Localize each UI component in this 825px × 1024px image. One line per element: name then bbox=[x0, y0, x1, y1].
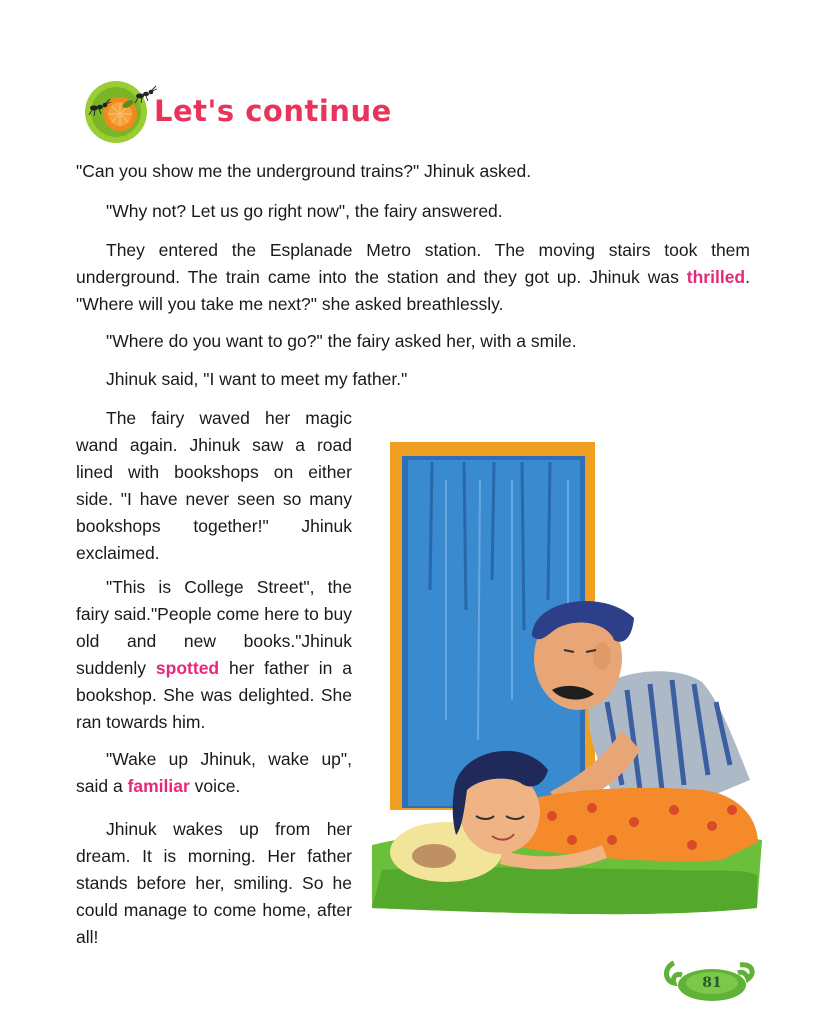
paragraph: "Why not? Let us go right now", the fairy answered. bbox=[106, 201, 503, 221]
vocabulary-word: familiar bbox=[127, 776, 190, 796]
vocabulary-word: thrilled bbox=[686, 267, 746, 287]
paragraph: Jhinuk wakes up from her dream. It is morning. Her father stands before her, smiling. So he could manage to come home, after all! bbox=[76, 819, 352, 947]
paragraph: "This is College Street", the fairy said."People come here to buy old and new books."Jhinuk suddenly spotted her father in a bookshop. She was delighted. She ran towards him. bbox=[76, 577, 352, 732]
paragraph: The fairy waved her magic wand again. Jhinuk saw a road lined with bookshops on either side. "I have never seen so many bookshops together!" Jhinuk exclaimed. bbox=[76, 408, 352, 563]
paragraph: Jhinuk said, "I want to meet my father." bbox=[106, 369, 408, 389]
father-waking-daughter-illustration bbox=[372, 440, 762, 932]
heading-title: Let's continue bbox=[154, 94, 392, 128]
paragraph: "Wake up Jhinuk, wake up", said a familiar voice. bbox=[76, 749, 352, 796]
page-number: 81 bbox=[702, 975, 722, 991]
paragraph: "Can you show me the underground trains?" Jhinuk asked. bbox=[76, 161, 532, 181]
orange-fruit-with-ants-icon bbox=[80, 74, 160, 154]
vocabulary-word: spotted bbox=[155, 658, 220, 678]
section-heading bbox=[80, 74, 400, 154]
paragraph: They entered the Esplanade Metro station. The moving stairs took them underground. The train came into the station and they got up. Jhinuk was thrilled. "Where will you take me next?" she asked breathlessly. bbox=[76, 240, 750, 314]
paragraph: "Where do you want to go?" the fairy asked her, with a smile. bbox=[106, 331, 577, 351]
